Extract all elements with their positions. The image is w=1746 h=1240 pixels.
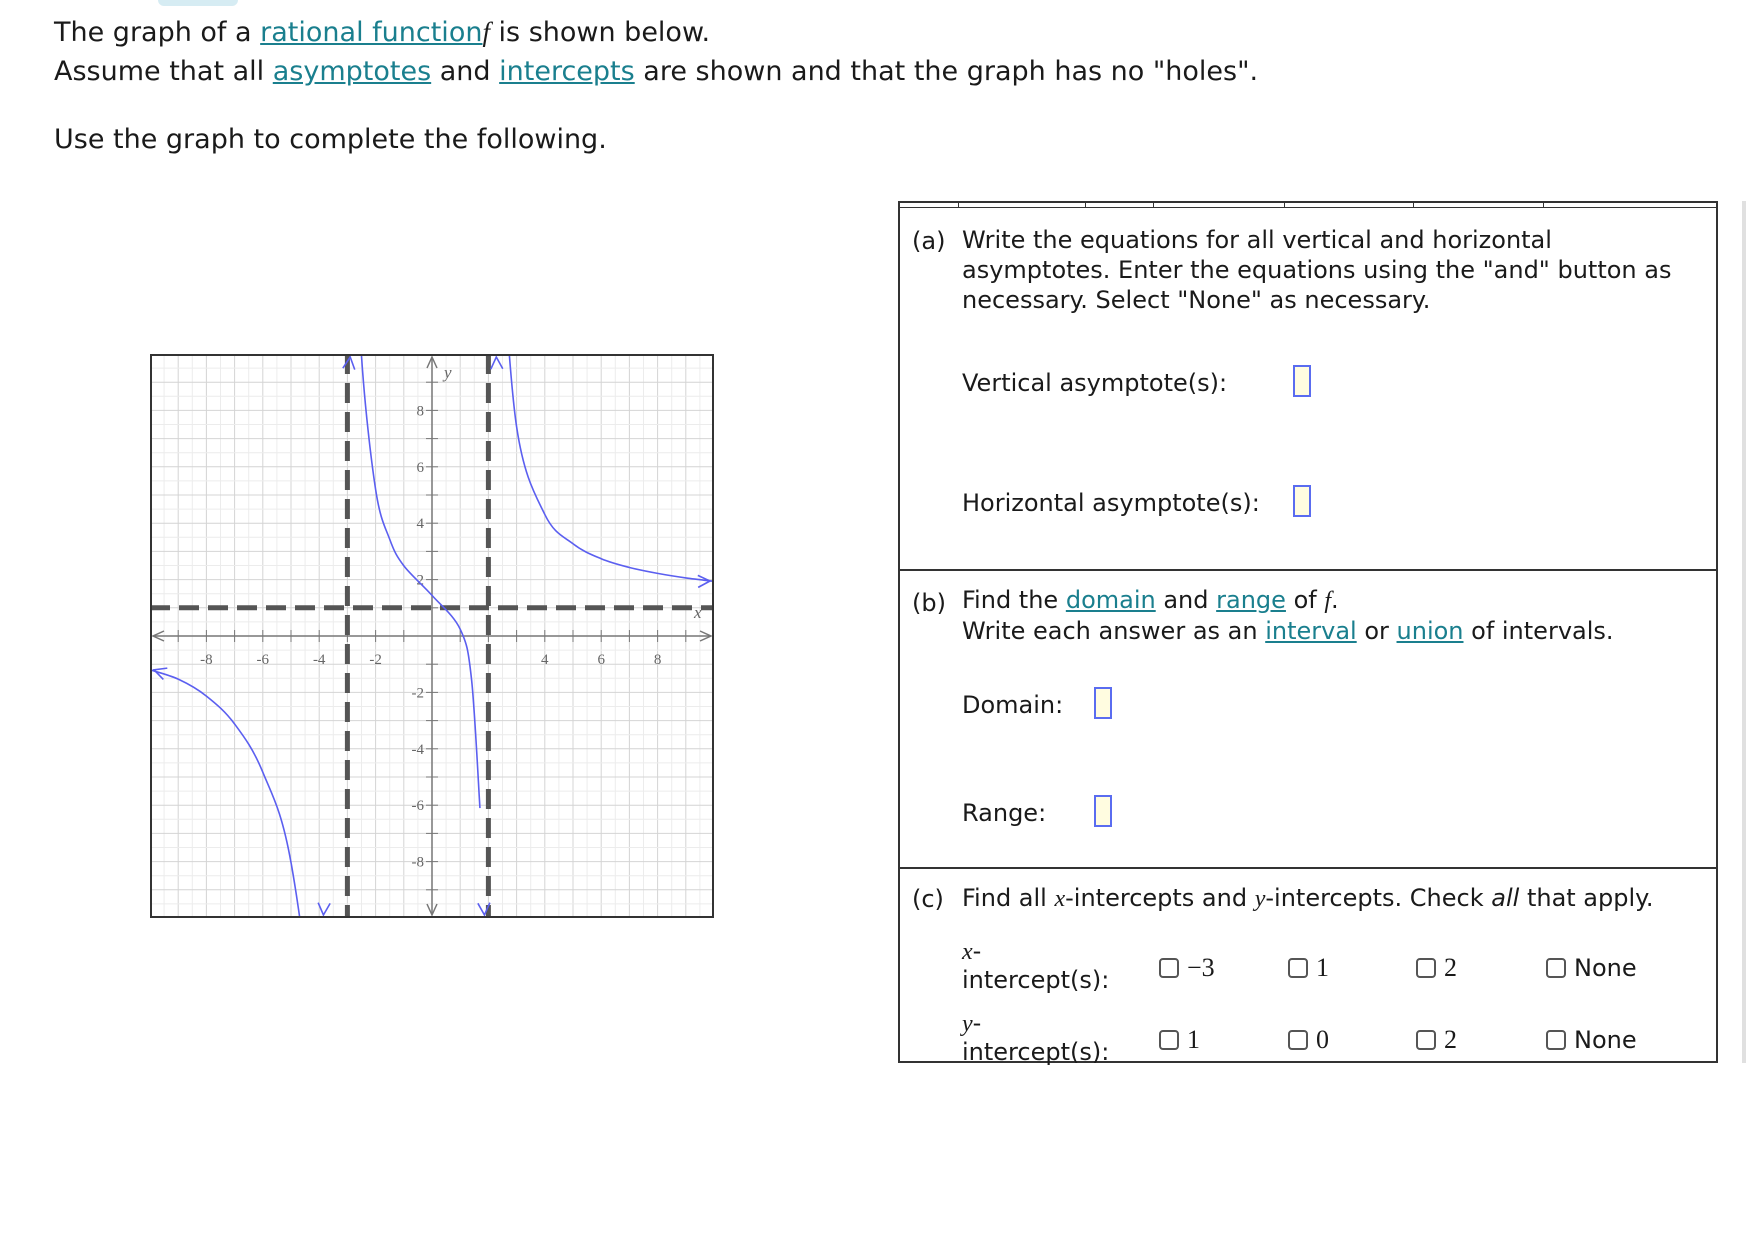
part-a-section bbox=[900, 209, 1716, 571]
part-c-instructions: Find all x-intercepts and y-intercepts. Check all that apply. bbox=[962, 884, 1654, 912]
right-branch-curve bbox=[500, 354, 714, 581]
curve-arrow bbox=[491, 357, 503, 369]
x-intercept-option-none[interactable]: None bbox=[1546, 953, 1637, 983]
domain-link[interactable]: domain bbox=[1065, 586, 1156, 614]
checkbox[interactable] bbox=[1288, 958, 1308, 978]
union-link[interactable]: union bbox=[1396, 617, 1464, 645]
x-intercept-label: x- intercept(s): bbox=[962, 937, 1110, 994]
x-intercept-option-neg3[interactable]: −3 bbox=[1159, 953, 1215, 983]
y-intercept-row bbox=[962, 1009, 1716, 1069]
intercepts-link[interactable]: intercepts bbox=[499, 56, 635, 87]
part-b-section bbox=[900, 571, 1716, 869]
rational-function-link[interactable]: rational function bbox=[260, 17, 483, 48]
checkbox[interactable] bbox=[1416, 958, 1436, 978]
instruction-text: Use the graph to complete the following. bbox=[54, 124, 607, 155]
checkbox[interactable] bbox=[1546, 958, 1566, 978]
interval-link[interactable]: interval bbox=[1265, 617, 1357, 645]
x-tick-label: -8 bbox=[200, 652, 213, 668]
y-tick-label: -8 bbox=[411, 854, 424, 871]
checkbox[interactable] bbox=[1546, 1030, 1566, 1050]
panel-top-tick bbox=[958, 201, 959, 208]
scrollbar-track[interactable] bbox=[1742, 201, 1746, 1063]
y-tick-label: 4 bbox=[416, 516, 424, 533]
y-tick-label: -2 bbox=[411, 685, 424, 702]
checkbox[interactable] bbox=[1159, 1030, 1179, 1050]
panel-top-rule bbox=[898, 207, 1718, 208]
y-intercept-option-1[interactable]: 1 bbox=[1159, 1025, 1200, 1055]
checkbox[interactable] bbox=[1288, 1030, 1308, 1050]
y-intercept-option-0[interactable]: 0 bbox=[1288, 1025, 1329, 1055]
x-tick-label: -6 bbox=[256, 652, 270, 668]
vertical-asymptote-input[interactable] bbox=[1293, 365, 1311, 397]
range-link[interactable]: range bbox=[1216, 586, 1286, 614]
checkbox[interactable] bbox=[1416, 1030, 1436, 1050]
part-a-letter: (a) bbox=[912, 227, 946, 255]
panel-top-tick bbox=[1543, 201, 1544, 208]
y-tick-label: 6 bbox=[416, 459, 424, 476]
y-intercept-option-none[interactable]: None bbox=[1546, 1025, 1637, 1055]
horizontal-asymptote-input[interactable] bbox=[1293, 485, 1311, 517]
y-tick-label: -4 bbox=[411, 741, 424, 758]
y-axis-label: y bbox=[444, 363, 452, 382]
panel-top-tick bbox=[1153, 201, 1154, 208]
x-tick-label: 8 bbox=[653, 652, 662, 668]
x-tick-label: -2 bbox=[369, 652, 382, 668]
part-b-instructions: Find the domain and range of f. Write each answer as an interval or union of intervals. bbox=[962, 586, 1614, 645]
curve-arrow bbox=[318, 903, 330, 915]
y-tick-label: 2 bbox=[416, 572, 424, 589]
domain-input[interactable] bbox=[1094, 687, 1112, 719]
panel-top-tick bbox=[1284, 201, 1285, 208]
x-intercept-row bbox=[962, 937, 1716, 997]
x-intercept-option-1[interactable]: 1 bbox=[1288, 953, 1329, 983]
part-c-section bbox=[900, 869, 1716, 1066]
panel-top-tick bbox=[1413, 201, 1414, 208]
vertical-asymptote-label: Vertical asymptote(s): bbox=[962, 369, 1228, 397]
domain-label: Domain: bbox=[962, 691, 1064, 719]
horizontal-asymptote-label: Horizontal asymptote(s): bbox=[962, 489, 1260, 517]
left-branch-curve bbox=[150, 670, 330, 918]
intro-line-2: Assume that all asymptotes and intercepts are shown and that the graph has no "holes". bbox=[54, 56, 1259, 87]
x-intercept-option-2[interactable]: 2 bbox=[1416, 953, 1457, 983]
x-tick-label: -4 bbox=[312, 652, 326, 668]
part-a-instructions: Write the equations for all vertical and horizontal asymptotes. Enter the equations using the "and" button as necessary. Select "None" as necessary. bbox=[962, 226, 1672, 314]
y-intercept-label: y- intercept(s): bbox=[962, 1009, 1110, 1066]
asymptotes-link[interactable]: asymptotes bbox=[272, 56, 432, 87]
intro-line-1: The graph of a rational functionf is shown below. bbox=[54, 17, 711, 48]
x-axis-label: x bbox=[694, 603, 702, 622]
range-input[interactable] bbox=[1094, 795, 1112, 827]
checkbox[interactable] bbox=[1159, 958, 1179, 978]
question-panel bbox=[898, 201, 1718, 1066]
x-tick-label: 4 bbox=[541, 652, 549, 668]
top-tab-indicator bbox=[158, 0, 238, 6]
y-tick-label: 8 bbox=[416, 403, 424, 420]
y-intercept-option-2[interactable]: 2 bbox=[1416, 1025, 1457, 1055]
range-label: Range: bbox=[962, 799, 1047, 827]
rational-function-graph bbox=[150, 354, 714, 918]
panel-top-tick bbox=[1085, 201, 1086, 208]
x-tick-label: 6 bbox=[597, 652, 605, 668]
y-tick-label: -6 bbox=[411, 798, 424, 815]
part-c-letter: (c) bbox=[912, 885, 944, 913]
part-b-letter: (b) bbox=[912, 589, 946, 617]
